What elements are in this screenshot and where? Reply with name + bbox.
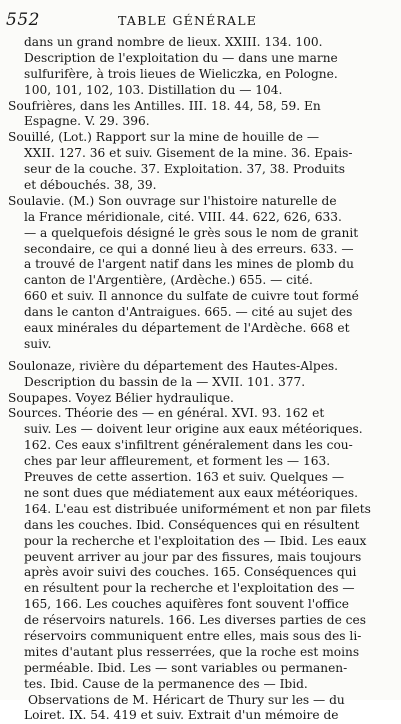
index-entry-line: Soufrières, dans les Antilles. III. 18. 44, 58, 59. En: [8, 98, 321, 113]
index-line: Description du bassin de la — XVII. 101. 377.: [24, 374, 306, 389]
index-line: ne sont dues que médiatement aux eaux météoriques.: [24, 485, 358, 500]
index-line: 162. Ces eaux s'infiltrent généralement dans les cou-: [24, 438, 353, 453]
page-header: [0, 10, 401, 30]
index-line: Preuves de cette assertion. 163 et suiv. Quelques —: [24, 470, 345, 485]
index-entry-line: Soupapes. Voyez Bélier hydraulique.: [8, 390, 234, 405]
index-line: la France méridionale, cité. VIII. 44. 622, 626, 633.: [24, 209, 342, 224]
index-line: 165, 166. Les couches aquifères font souvent l'office: [24, 597, 349, 612]
index-line: suiv.: [24, 336, 52, 351]
index-line: perméable. Ibid. Les — sont variables ou permanen-: [24, 660, 348, 675]
index-line: pour la recherche et l'exploitation des — Ibid. Les eaux: [24, 533, 367, 548]
page-number: 552: [6, 10, 40, 30]
index-entry-line: Sources. Théorie des — en général. XVI. 93. 162 et: [8, 406, 325, 421]
index-line: a trouvé de l'argent natif dans les mines de plomb du: [24, 257, 354, 272]
index-line: après avoir suivi des couches. 165. Conséquences qui: [24, 565, 357, 580]
index-line: Observations de M. Héricart de Thury sur les — du: [28, 692, 345, 707]
index-line: XXII. 127. 36 et suiv. Gisement de la mine. 36. Epais-: [24, 146, 353, 161]
index-line: dans le canton d'Antraigues. 665. — cité au sujet des: [24, 305, 353, 320]
index-line: tes. Ibid. Cause de la permanence des — Ibid.: [24, 676, 308, 691]
index-line: en résultent pour la recherche et l'exploitation des —: [24, 581, 355, 596]
index-line: Loiret. IX. 54. 419 et suiv. Extrait d'un mémoire de: [24, 708, 339, 723]
index-line: Espagne. V. 29. 396.: [24, 114, 150, 129]
index-text: [8, 35, 393, 724]
index-line: dans les couches. Ibid. Conséquences qui en résultent: [24, 517, 360, 532]
index-line: réservoirs communiquent entre elles, mais sous des li-: [24, 628, 362, 643]
index-line: de réservoirs naturels. 166. Les diverses parties de ces: [24, 613, 366, 628]
index-line: seur de la couche. 37. Exploitation. 37, 38. Produits: [24, 162, 346, 177]
index-entry-line: Souillé, (Lot.) Rapport sur la mine de houille de —: [8, 130, 320, 145]
index-entry-line: Soulavie. (M.) Son ouvrage sur l'histoire naturelle de: [8, 193, 337, 208]
index-line: mites d'autant plus resserrées, que la roche est moins: [24, 644, 360, 659]
index-line: et débouchés. 38, 39.: [24, 178, 157, 193]
index-line: — a quelquefois désigné le grès sous le nom de granit: [24, 225, 359, 240]
index-line: secondaire, ce qui a donné lieu à des erreurs. 633. —: [24, 241, 354, 256]
index-line: 660 et suiv. Il annonce du sulfate de cuivre tout formé: [24, 289, 359, 304]
index-line: eaux minérales du département de l'Ardèche. 668 et: [24, 321, 350, 336]
index-line: peuvent arriver au jour par des fissures, mais toujours: [24, 549, 362, 564]
index-line: Description de l'exploitation du — dans une marne: [24, 50, 338, 65]
index-line: canton de l'Argentière, (Ardèche.) 655. — cité.: [24, 273, 313, 288]
running-title: TABLE GÉNÉRALE: [118, 13, 258, 28]
index-line: 164. L'eau est distribuée uniformément et non par filets: [24, 501, 371, 516]
index-line: sulfurifère, à trois lieues de Wieliczka, en Pologne.: [24, 66, 338, 81]
index-line: suiv. Les — doivent leur origine aux eaux météoriques.: [24, 422, 363, 437]
index-line: ches par leur affleurement, et forment les — 163.: [24, 454, 331, 469]
index-line: 100, 101, 102, 103. Distillation du — 104.: [24, 82, 283, 97]
index-entry-line: Soulonaze, rivière du département des Hautes-Alpes.: [8, 358, 339, 373]
index-line: dans un grand nombre de lieux. XXIII. 134. 100.: [24, 35, 323, 49]
